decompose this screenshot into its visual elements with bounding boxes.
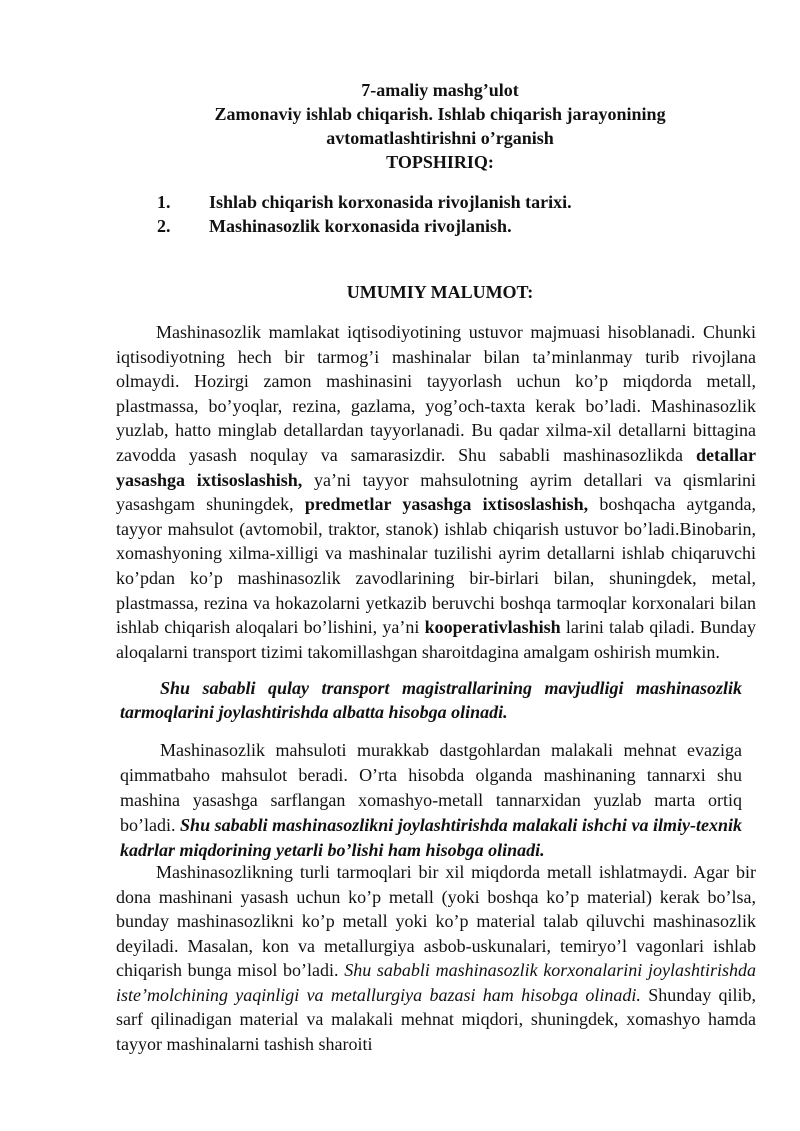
task-list	[157, 190, 757, 238]
lesson-title-line1: Zamonaviy ishlab chiqarish. Ishlab chiqarish jarayonining	[214, 104, 666, 124]
bold-term: predmetlar yasashga ixtisoslashish,	[304, 494, 589, 515]
title-block	[120, 78, 760, 174]
section-heading: UMUMIY MALUMOT:	[346, 282, 534, 302]
bold-term: detallar yasashga ixtisoslashish,	[116, 444, 756, 490]
task-item	[157, 214, 757, 238]
paragraph-text: boshqacha aytganda, tayyor mahsulot (avtomobil, traktor, stanok) ishlab chiqarish ustuvor bo’ladi.Binobarin, xomashyoning xilma-xilligi va mashinalar tuzilishi ayrim detallarni ishlab chiqaruvchi ko’pdan ko’p mashinasozlik zavodlarining bir-birlari bilan, shuningdek, metal, plastmassa, rezina va hokazolarni yetkazib beruvchi boshqa tarmoqlar korxonalari bilan ishlab chiqarish aloqalari bo’lishini, ya’ni	[116, 494, 756, 638]
paragraph-2-emphasis: Shu sababli qulay transport magistrallarining mavjudligi mashinasozlik tarmoqlarini joylashtirishda albatta hisobga olinadi.	[120, 678, 742, 722]
assignment-heading: TOPSHIRIQ:	[386, 152, 494, 172]
task-number: 2.	[157, 216, 171, 236]
italic-text: Shu sababli mashinasozlik korxonalarini joylashtirishda iste’molchining yaqinligi va metallurgiya bazasi ham hisobga olinadi.	[116, 960, 757, 1005]
task-number: 1.	[157, 192, 171, 212]
paragraph-1	[116, 320, 756, 664]
paragraph-text: Mashinasozlik mamlakat iqtisodiyotining ustuvor majmuasi hisoblanadi. Chunki iqtisodiyotning hech bir tarmog’i mashinalar bilan ta’minlanmay turib rivojlana olmaydi. Hozirgi zamon mashinasini tayyorlash uchun ko’p miqdorda metall, plastmassa, bo’yoqlar, rezina, gazlama, yog’och-taxta kerak bo’ladi. Mashinasozlik yuzlab, hatto minglab detallardan tayyorlanadi. Bu qadar xilma-xil detallarni bittagina zavodda yasash noqulay va samarasizdir. Shu sababli mashinasozlikda	[116, 322, 756, 465]
paragraph-text: Mashinasozlik mahsuloti murakkab dastgohlardan malakali mehnat evaziga qimmatbaho mahsulot beradi. O’rta hisobda olganda mashinaning tannarxi shu mashina yasashga sarflangan xomashyo-metall tannarxidan yuzlab marta ortiq bo’ladi.	[120, 740, 742, 835]
paragraph-text: larini talab qiladi. Bunday aloqalarni transport tizimi takomillashgan sharoitdagina amalgam oshirish mumkin.	[116, 617, 756, 662]
lesson-number: 7-amaliy mashg’ulot	[361, 80, 519, 100]
task-item	[157, 190, 757, 214]
paragraph-4	[116, 860, 756, 1056]
bold-term: kooperativlashish	[424, 617, 561, 638]
task-text: Mashinasozlik korxonasida rivojlanish.	[209, 216, 512, 236]
paragraph-text: Mashinasozlikning turli tarmoqlari bir xil miqdorda metall ishlatmaydi. Agar bir dona mashinani yasash uchun ko’p metall (yoki boshqa ko’p material) kerak bo’lsa, bunday mashinasozlikni ko’p metall yoki ko’p material talab qiluvchi mashinasozlik deyiladi. Masalan, kon va metallurgiya asbob-uskunalari, temiryo’l vagonlari ishlab chiqarish bunga misol bo’ladi.	[116, 862, 756, 980]
paragraph-3	[120, 738, 742, 863]
task-text: Ishlab chiqarish korxonasida rivojlanish tarixi.	[209, 192, 572, 212]
paragraph-text: ya’ni tayyor mahsulotning ayrim detallari va qismlarini yasashgam shuningdek,	[116, 469, 757, 515]
emphasis-text: Shu sababli mashinasozlikni joylashtirishda malakali ishchi va ilmiy-texnik kadrlar miqdorining yetarli bo’lishi ham hisobga olinadi.	[120, 815, 742, 860]
lesson-title-line2: avtomatlashtirishni o’rganish	[326, 128, 554, 148]
paragraph-text: Shunday qilib, sarf qilinadigan material va malakali mehnat miqdori, shuningdek, xomashyo hamda tayyor mashinalarni tashish sharoiti	[116, 984, 756, 1054]
